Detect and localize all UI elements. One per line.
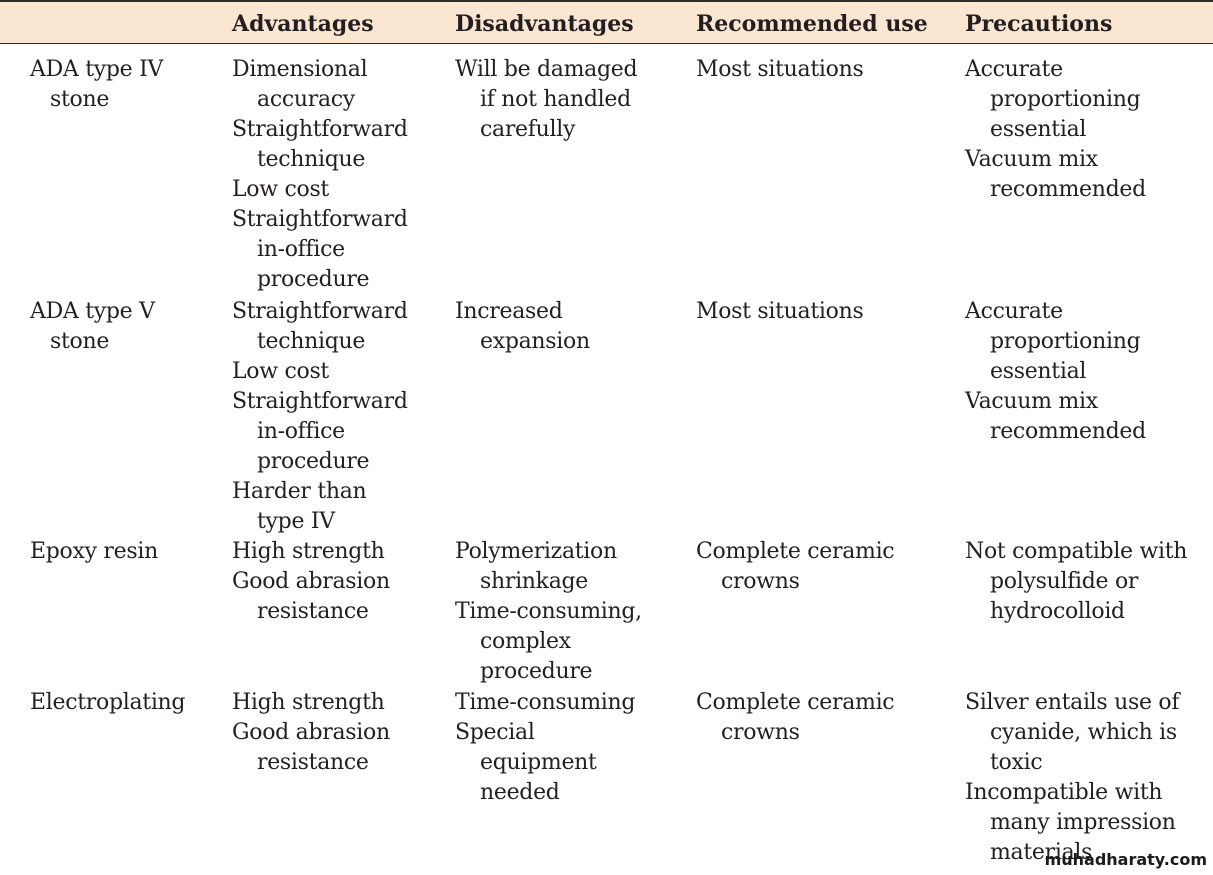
header-precautions: Precautions xyxy=(965,11,1113,37)
precautions-item xyxy=(965,688,1179,778)
item-line: Most situations xyxy=(696,299,864,324)
item-line: type IV xyxy=(257,509,335,534)
item-line: Harder than xyxy=(232,479,367,504)
item-line: Time-consuming, xyxy=(455,599,642,624)
disadvantages-item xyxy=(455,297,590,357)
advantages-cell xyxy=(232,55,408,295)
precautions-cell xyxy=(965,297,1146,447)
material-cell xyxy=(30,688,185,718)
item-line: cyanide, which is xyxy=(990,720,1177,745)
material-line: stone xyxy=(50,329,110,354)
advantages-cell xyxy=(232,297,408,537)
item-line: proportioning xyxy=(990,87,1141,112)
item-line: Not compatible with xyxy=(965,539,1188,564)
item-line: procedure xyxy=(257,449,370,474)
material-line: ADA type V xyxy=(30,299,155,324)
disadvantages-item xyxy=(455,688,635,718)
item-line: in-office xyxy=(257,419,345,444)
precautions-item xyxy=(965,387,1146,447)
item-line: High strength xyxy=(232,690,385,715)
item-line: Will be damaged xyxy=(455,57,638,82)
material-cell xyxy=(30,297,155,357)
precautions-item xyxy=(965,55,1146,145)
recommended-use-cell xyxy=(696,55,863,85)
item-line: recommended xyxy=(990,177,1146,202)
item-line: complex xyxy=(480,629,571,654)
advantages-item xyxy=(232,175,408,205)
item-line: Vacuum mix xyxy=(965,389,1098,414)
advantages-item xyxy=(232,688,390,718)
item-line: Increased xyxy=(455,299,563,324)
item-line: technique xyxy=(257,329,366,354)
advantages-item xyxy=(232,537,390,567)
material-line: Epoxy resin xyxy=(30,539,158,564)
item-line: Low cost xyxy=(232,177,329,202)
recommended-use-item xyxy=(696,688,894,748)
disadvantages-cell xyxy=(455,55,637,145)
item-line: Special xyxy=(455,720,535,745)
disadvantages-item xyxy=(455,718,635,808)
item-line: accuracy xyxy=(257,87,355,112)
item-line: needed xyxy=(480,780,560,805)
material-line: Electroplating xyxy=(30,690,186,715)
item-line: polysulfide or xyxy=(990,569,1139,594)
item-line: Incompatible with xyxy=(965,780,1163,805)
item-line: equipment xyxy=(480,750,597,775)
disadvantages-cell xyxy=(455,297,590,357)
item-line: Complete ceramic xyxy=(696,690,895,715)
recommended-use-cell xyxy=(696,537,894,597)
item-line: Time-consuming xyxy=(455,690,636,715)
item-line: carefully xyxy=(480,117,576,142)
precautions-cell xyxy=(965,537,1187,627)
header-advantages: Advantages xyxy=(232,11,374,37)
material-cell xyxy=(30,55,163,115)
item-line: Straightforward xyxy=(232,299,408,324)
item-line: essential xyxy=(990,359,1087,384)
advantages-item xyxy=(232,477,408,537)
item-line: shrinkage xyxy=(480,569,589,594)
advantages-cell xyxy=(232,688,390,778)
advantages-item xyxy=(232,297,408,357)
item-line: Most situations xyxy=(696,57,864,82)
header-disadvantages: Disadvantages xyxy=(455,11,634,37)
recommended-use-cell xyxy=(696,688,894,748)
item-line: hydrocolloid xyxy=(990,599,1125,624)
item-line: crowns xyxy=(721,569,800,594)
item-line: Low cost xyxy=(232,359,329,384)
table-header xyxy=(0,0,1213,44)
advantages-item xyxy=(232,205,408,295)
item-line: Accurate xyxy=(965,299,1063,324)
item-line: Complete ceramic xyxy=(696,539,895,564)
disadvantages-item xyxy=(455,597,642,687)
item-line: Silver entails use of xyxy=(965,690,1180,715)
advantages-item xyxy=(232,387,408,477)
recommended-use-item xyxy=(696,537,894,597)
advantages-cell xyxy=(232,537,390,627)
material-line: stone xyxy=(50,87,110,112)
item-line: recommended xyxy=(990,419,1146,444)
recommended-use-cell xyxy=(696,297,863,327)
precautions-cell xyxy=(965,688,1179,868)
item-line: Straightforward xyxy=(232,207,408,232)
advantages-item xyxy=(232,357,408,387)
item-line: Accurate xyxy=(965,57,1063,82)
advantages-item xyxy=(232,115,408,175)
item-line: Straightforward xyxy=(232,117,408,142)
precautions-item xyxy=(965,297,1146,387)
advantages-item xyxy=(232,718,390,778)
recommended-use-item xyxy=(696,297,863,327)
item-line: Dimensional xyxy=(232,57,368,82)
item-line: High strength xyxy=(232,539,385,564)
advantages-item xyxy=(232,55,408,115)
precautions-item xyxy=(965,145,1146,205)
item-line: Good abrasion xyxy=(232,569,390,594)
disadvantages-item xyxy=(455,55,637,145)
item-line: Good abrasion xyxy=(232,720,390,745)
precautions-cell xyxy=(965,55,1146,205)
item-line: procedure xyxy=(257,267,370,292)
item-line: Vacuum mix xyxy=(965,147,1098,172)
header-recommended-use: Recommended use xyxy=(696,11,928,37)
item-line: procedure xyxy=(480,659,593,684)
item-line: technique xyxy=(257,147,366,172)
item-line: expansion xyxy=(480,329,590,354)
disadvantages-cell xyxy=(455,688,635,808)
advantages-item xyxy=(232,567,390,627)
item-line: resistance xyxy=(257,750,369,775)
item-line: Polymerization xyxy=(455,539,617,564)
item-line: materials xyxy=(990,840,1093,865)
item-line: crowns xyxy=(721,720,800,745)
disadvantages-item xyxy=(455,537,642,597)
recommended-use-item xyxy=(696,55,863,85)
watermark: muhadharaty.com xyxy=(1044,850,1207,869)
item-line: if not handled xyxy=(480,87,631,112)
item-line: Straightforward xyxy=(232,389,408,414)
material-line: ADA type IV xyxy=(30,57,164,82)
item-line: essential xyxy=(990,117,1087,142)
item-line: resistance xyxy=(257,599,369,624)
disadvantages-cell xyxy=(455,537,642,687)
item-line: many impression xyxy=(990,810,1176,835)
item-line: toxic xyxy=(990,750,1043,775)
precautions-item xyxy=(965,537,1187,627)
item-line: proportioning xyxy=(990,329,1141,354)
item-line: in-office xyxy=(257,237,345,262)
material-cell xyxy=(30,537,158,567)
